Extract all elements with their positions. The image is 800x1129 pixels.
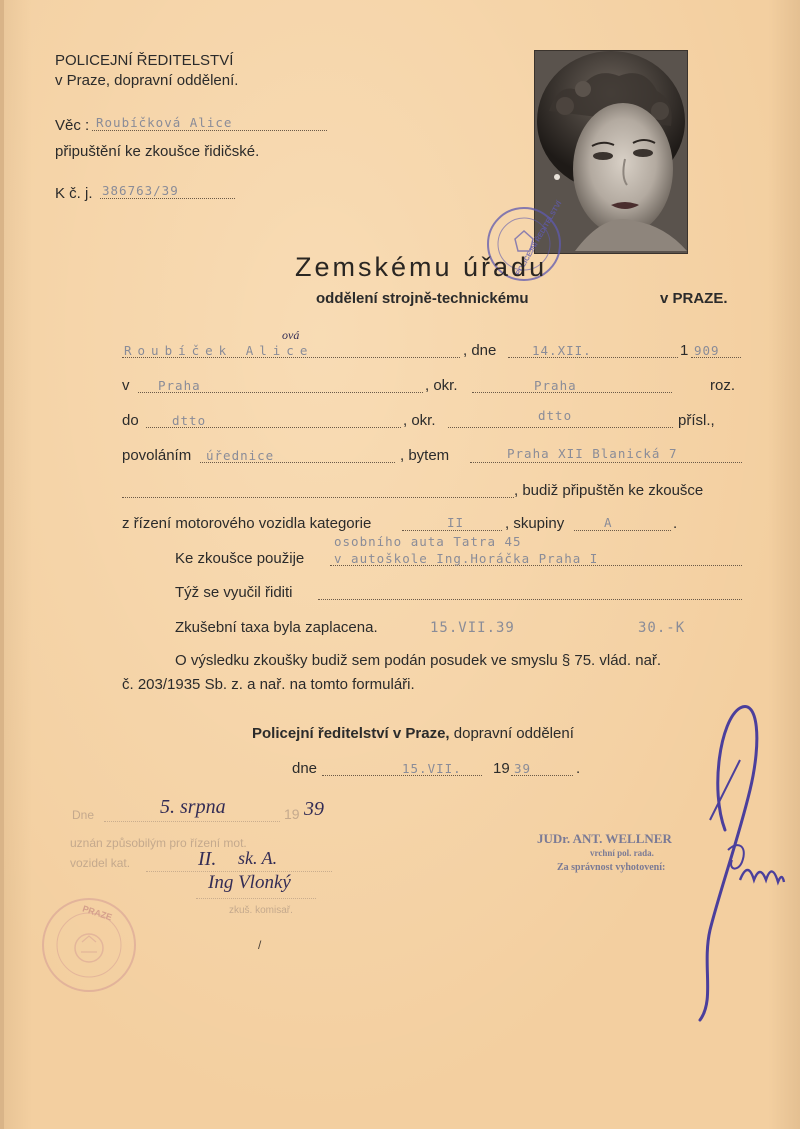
- footer-authority-bold: Policejní ředitelství v Praze,: [252, 725, 450, 742]
- result-dne-underline: [104, 821, 280, 822]
- name-correction: ová: [282, 328, 300, 342]
- povolanim-label: povoláním: [122, 447, 192, 464]
- bottom-stamp-text: PRAZE: [81, 903, 114, 923]
- footer-period: .: [576, 760, 581, 777]
- vysledek-line-2: č. 203/1935 Sb. z. a nař. na tomto formuláři.: [122, 676, 415, 693]
- footer-dne-value: 15.VII.: [402, 761, 462, 776]
- result-skup-hand: sk. A.: [238, 848, 278, 868]
- header-line-2: v Praze, dopravní oddělení.: [55, 72, 239, 89]
- footer-authority: [252, 725, 574, 742]
- result-sig-underline: [196, 898, 316, 899]
- header-line-1: POLICEJNÍ ŘEDITELSTVÍ: [55, 52, 234, 69]
- taxa-label: Zkušební taxa byla zaplacena.: [175, 619, 378, 636]
- taxa-date: 15.VII.39: [430, 620, 515, 636]
- roz-label: roz.: [710, 377, 736, 394]
- official-signature-icon: [680, 700, 790, 1030]
- okr2-value: dtto: [538, 408, 573, 423]
- year-prefix: 1: [680, 342, 689, 359]
- addressee-department: oddělení strojně-technickému: [316, 290, 529, 307]
- vec-underline: [92, 130, 327, 131]
- taxa-amount: 30.-K: [638, 620, 686, 636]
- dob-value: 14.XII.: [532, 343, 592, 358]
- vysledek-line-1: O výsledku zkoušky budiž sem podán posudek ve smyslu § 75. vlád. nař.: [175, 652, 662, 669]
- okr-label: , okr.: [425, 377, 458, 394]
- official-name: JUDr. ANT. WELLNER: [537, 831, 672, 846]
- result-line-3-label: vozidel kat.: [70, 856, 131, 870]
- footer-year-prefix: 19: [493, 760, 510, 777]
- footer-year-value: 39: [514, 761, 532, 776]
- result-dne-hand: 5. srpna: [160, 796, 226, 818]
- pouzije-label: Ke zkoušce použije: [175, 550, 305, 567]
- result-kat-hand: II.: [198, 848, 217, 870]
- bottom-stamp-emblem-icon: [44, 900, 134, 990]
- kcj-label: K č. j.: [55, 185, 93, 202]
- official-certification: Za správnost vyhotovení:: [557, 862, 666, 873]
- result-dne-label: Dne: [72, 808, 95, 822]
- kategorie-underline: [402, 530, 502, 531]
- skupiny-period: .: [673, 515, 678, 532]
- vec-label: Věc :: [55, 117, 90, 134]
- bytem-value: Praha XII Blanická 7: [507, 446, 678, 461]
- kcj-value: 386763/39: [102, 183, 179, 198]
- pouzije-value-2: v autoškole Ing.Horáčka Praha I: [334, 551, 599, 566]
- bytem-label: , bytem: [400, 447, 450, 464]
- okr2-label: , okr.: [403, 412, 436, 429]
- footer-authority-rest: dopravní oddělení: [449, 725, 574, 742]
- kategorie-label: z řízení motorového vozidla kategorie: [122, 515, 372, 532]
- result-line-2: uznán způsobilým pro řízení mot.: [70, 836, 247, 850]
- bytem-underline: [470, 462, 742, 463]
- skupiny-label: , skupiny: [505, 515, 565, 532]
- result-year-prefix: 19: [284, 806, 300, 822]
- stray-mark: /: [258, 938, 262, 952]
- addressee-title: Zemskému úřadu: [295, 252, 548, 282]
- pripusten-label: , budiž připuštěn ke zkoušce: [514, 482, 704, 499]
- skupiny-value: A: [604, 515, 613, 530]
- vyucil-label: Týž se vyučil řiditi: [175, 584, 293, 601]
- vec-subtitle: připuštění ke zkoušce řidičské.: [55, 143, 260, 160]
- result-year-hand: 39: [304, 798, 324, 820]
- result-signature-hand: Ing Vlonký: [208, 872, 291, 893]
- dne-label: , dne: [463, 342, 497, 359]
- do-value: dtto: [172, 413, 207, 428]
- bottom-stamp: [42, 898, 136, 992]
- footer-dne-label: dne: [292, 760, 318, 777]
- vec-value: Roubíčková Alice: [96, 115, 233, 130]
- prisl-label: přísl.,: [678, 412, 715, 429]
- birthplace-value: Praha: [158, 378, 201, 393]
- photo-stamp-text: POLICEJNÍ ŘEDITELSTVÍ: [515, 200, 564, 277]
- name-value: Roubíček Alice: [124, 343, 314, 358]
- pouzije-value-1: osobního auta Tatra 45: [334, 534, 522, 549]
- okr-value: Praha: [534, 378, 577, 393]
- kategorie-value: II: [447, 515, 465, 530]
- vyucil-underline: [318, 599, 742, 600]
- result-role: zkuš. komisař.: [229, 905, 293, 916]
- blank-underline: [122, 497, 514, 498]
- year-value: 909: [694, 343, 720, 358]
- kcj-underline: [100, 198, 235, 199]
- okr2-underline: [448, 427, 673, 428]
- official-title: vrchní pol. rada.: [590, 848, 654, 858]
- povolanim-value: úřednice: [206, 448, 275, 463]
- skupiny-underline: [574, 530, 671, 531]
- do-label: do: [122, 412, 139, 429]
- addressee-city: v PRAZE.: [660, 290, 728, 307]
- v-label: v: [122, 377, 130, 394]
